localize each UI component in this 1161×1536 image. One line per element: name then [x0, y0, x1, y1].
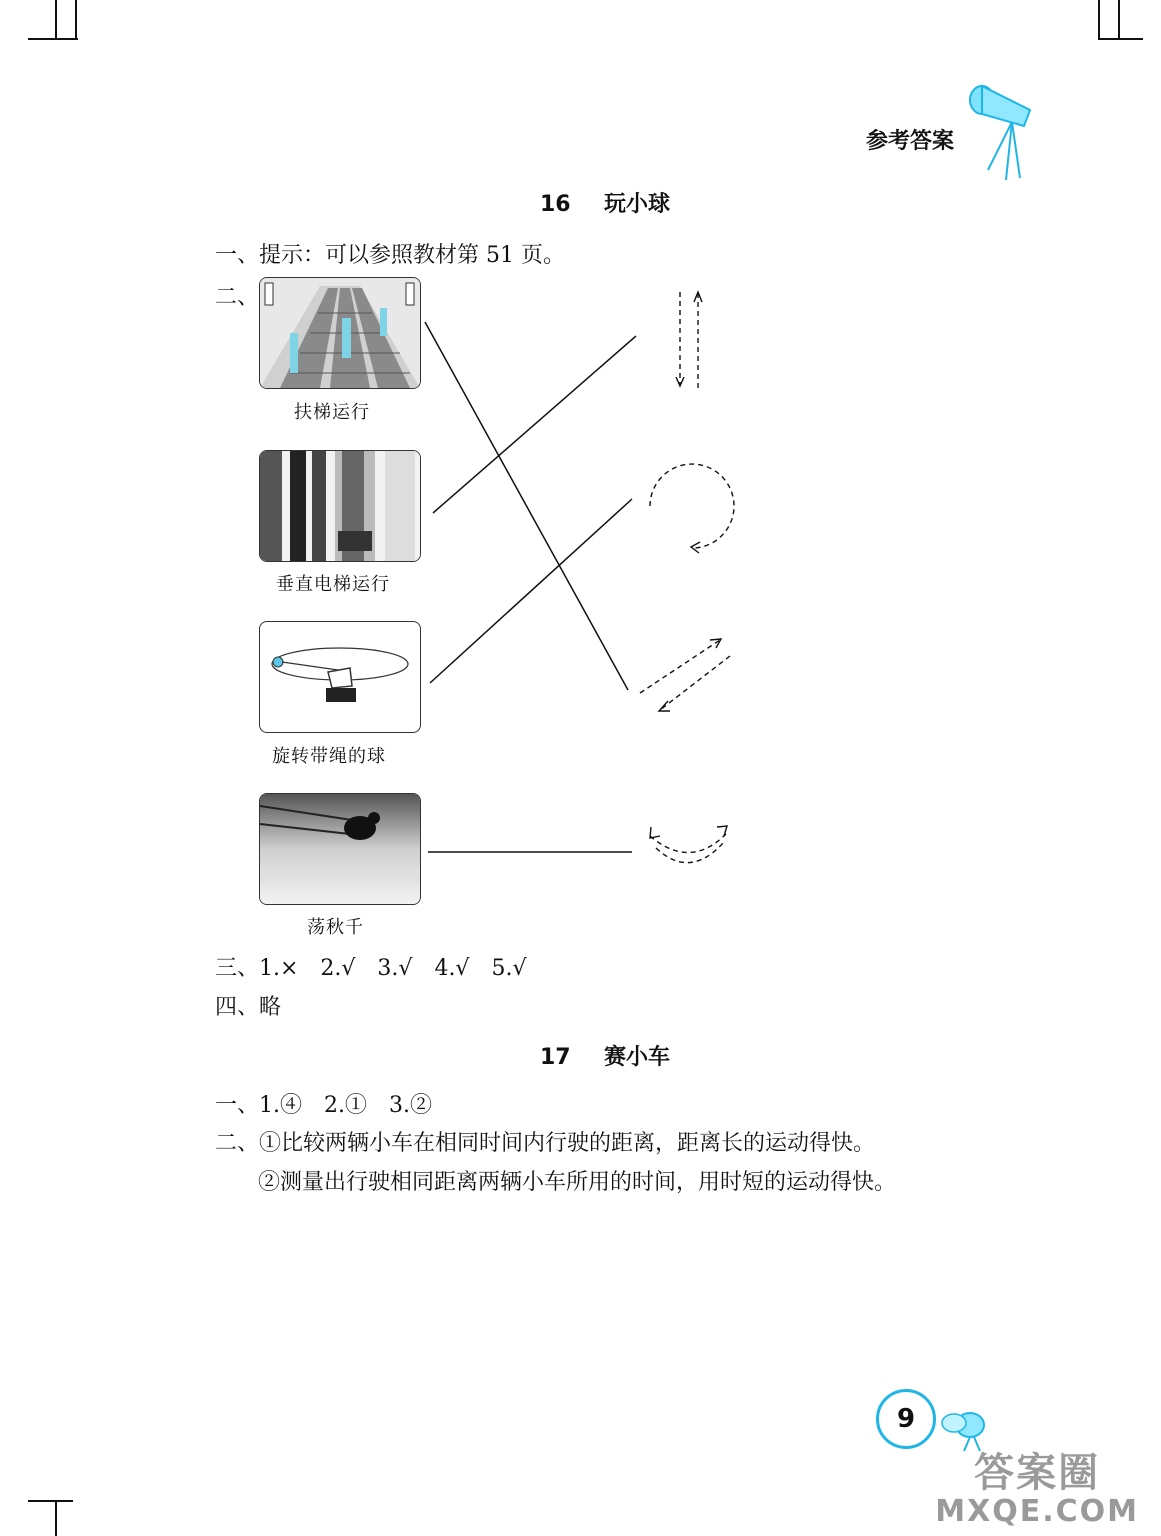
page-number: 9	[876, 1389, 936, 1449]
s17-q1: 一、1.④ 2.① 3.②	[215, 1093, 432, 1118]
section-name: 赛小车	[603, 1045, 670, 1070]
caption-swing: 荡秋千	[307, 917, 364, 938]
s16-q3: 三、1.× 2.√ 3.√ 4.√ 5.√	[215, 956, 527, 981]
header-label: 参考答案	[866, 129, 955, 154]
watermark	[935, 1451, 1139, 1528]
crop-mark	[55, 1500, 57, 1536]
section-name: 玩小球	[603, 192, 670, 217]
section-number: 16	[540, 192, 571, 217]
s16-q2-label: 二、	[215, 285, 260, 310]
s16-q4: 四、略	[215, 995, 282, 1020]
crop-mark	[28, 1500, 73, 1502]
watermark-line1: 答案圈	[974, 1450, 1101, 1496]
caption-elevator: 垂直电梯运行	[276, 574, 390, 595]
section-number: 17	[540, 1045, 571, 1070]
s16-q1: 一、提示：可以参照教材第 51 页。	[215, 243, 565, 268]
s17-q2-b: ②测量出行驶相同距离两辆小车所用的时间，用时短的运动得快。	[258, 1170, 897, 1195]
caption-ball-on-string: 旋转带绳的球	[272, 746, 386, 767]
page-decoration-icon	[930, 1395, 1000, 1455]
caption-escalator: 扶梯运行	[294, 402, 370, 423]
section-17-title	[540, 1040, 670, 1071]
s17-q2-a: 二、①比较两辆小车在相同时间内行驶的距离，距离长的运动得快。	[215, 1131, 876, 1156]
watermark-line2: MXQE.COM	[935, 1494, 1139, 1529]
